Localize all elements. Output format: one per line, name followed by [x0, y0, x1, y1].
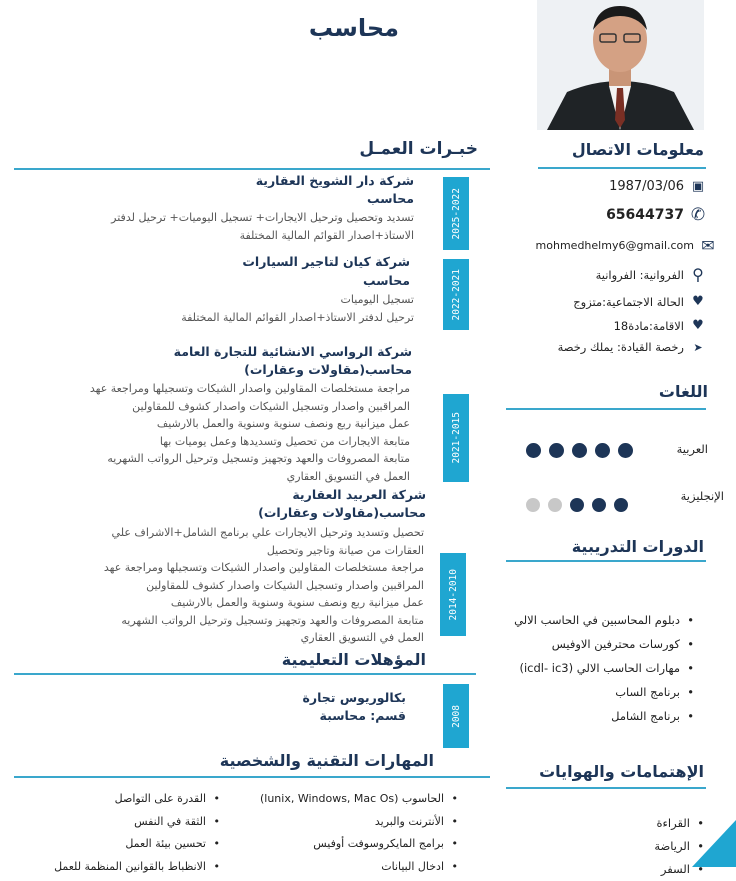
- list-item: • برامج المايكروسوفت أوفيس: [260, 833, 458, 856]
- language-level-dot: [526, 443, 541, 458]
- job-role: محاسب(مقاولات وعقارات): [258, 505, 426, 520]
- language-english-row: [518, 489, 724, 509]
- education-divider: [14, 673, 476, 675]
- list-item: • برنامج الشامل: [514, 704, 694, 728]
- list-item: • الثقة في النفس: [54, 811, 220, 834]
- job-title: محاسب: [308, 14, 399, 42]
- heart-icon: ♥: [692, 318, 704, 333]
- list-item: • الأنترنت والبريد: [260, 811, 458, 834]
- job-company: شركة الرواسي الانشائية للتجارة العامة: [173, 344, 412, 359]
- skills-divider: [14, 776, 490, 778]
- marital-status: الحالة الاجتماعية:متزوج: [573, 294, 684, 309]
- profile-photo: [537, 0, 704, 130]
- job-description: تسجيل اليوميات ترحيل لدفتر الاستاذ+اصدار القوائم المالية المختلفة: [181, 293, 414, 324]
- list-item: • تحسين بيئة العمل: [54, 833, 220, 856]
- list-item: • السفر: [654, 858, 704, 881]
- list-item: • الانظباط بالقوانين المنظمة للعمل: [54, 856, 220, 879]
- contact-license-row: [558, 340, 706, 354]
- contact-residence-row: [614, 318, 706, 333]
- job-years-bar: 2014-2010: [440, 553, 466, 636]
- map-pin-icon: ⚲: [692, 265, 704, 284]
- calendar-icon: ▣: [691, 179, 705, 194]
- job-company: شركة كيان لتاجير السيارات: [242, 254, 410, 269]
- language-name: الإنجليزية: [680, 489, 724, 503]
- education-department: قسم: محاسبة: [319, 708, 406, 723]
- heart-icon: ♥: [692, 294, 704, 309]
- language-name: العربية: [676, 442, 708, 456]
- language-level-dot: [572, 443, 587, 458]
- language-level-dot: [548, 498, 562, 512]
- experience-section-title: خبـرات العمـل: [359, 139, 478, 159]
- phone-icon: ✆: [690, 205, 706, 225]
- job-years-bar: 2025-2022: [443, 177, 469, 250]
- education-degree: بكالوريوس تجارة: [302, 690, 406, 705]
- birth-date: 1987/03/06: [609, 179, 684, 194]
- paper-plane-icon: ➤: [693, 340, 703, 354]
- list-item: • مهارات الحاسب الالي (icdl- ic3): [514, 656, 694, 680]
- personal-skills-list: [54, 788, 220, 878]
- language-level-dot: [618, 443, 633, 458]
- experience-divider: [14, 168, 490, 170]
- corner-decoration: [692, 820, 736, 867]
- language-arabic-row: [518, 440, 708, 460]
- job-role: محاسب: [363, 273, 410, 288]
- job-years-bar: 2022-2021: [443, 259, 469, 330]
- language-level-dots: [518, 498, 628, 512]
- job-description: مراجعة مستخلصات المقاولين واصدار الشيكات وتسجيلها ومراجعة عهد المراقبين واصدار وتسجيل الشيكات واصدار كشوف للمقاولين عمل ميزانية ربع ونصف سنوية وسنوية والعمل بالارشيف متابعة الايجارات من تحصيل وتسديدها وعمل يوميات بها متابعة المصروفات والعهد وتجهيز وتسجيل وترحيل الرواتب الشهريه العمل في التسويق العقاري: [89, 382, 410, 483]
- language-level-dot: [526, 498, 540, 512]
- person-icon: [537, 0, 704, 130]
- education-section-title: المؤهلات التعليمية: [281, 650, 426, 669]
- list-item: • برنامج الساب: [514, 680, 694, 704]
- language-level-dot: [592, 498, 606, 512]
- phone-number: 65644737: [606, 207, 684, 223]
- language-level-dot: [595, 443, 610, 458]
- list-item: • الرياضة: [654, 835, 704, 858]
- job-description: تحصيل وتسديد وترحيل الايجارات علي برنامج الشامل+الاشراف علي العقارات من صيانة وتاجير وتحصيل مراجعة مستخلصات المقاولين واصدار الشيكات وتسجيلها ومراجعة عهد المراقبين واصدار وتسجيل الشيكات واصدار كشوف للمقاولين عمل ميزانية ربع ونصف سنوية وسنوية والعمل بالارشيف متابعة المصروفات والعهد وتجهيز وتسجيل وترحيل الرواتب الشهريه العمل في التسويق العقاري: [103, 526, 424, 644]
- list-item: • دبلوم المحاسبين في الحاسب الالي: [514, 608, 694, 632]
- contact-email-row: [536, 236, 716, 255]
- job-role: محاسب(مقاولات وعقارات): [244, 362, 412, 377]
- language-level-dots: [518, 443, 633, 458]
- envelope-icon: ✉: [701, 236, 715, 255]
- job-company: شركة دار الشويخ العقارية: [255, 173, 414, 188]
- license: رخصة القيادة: يملك رخصة: [557, 340, 684, 354]
- contact-birth-row: [609, 179, 706, 194]
- email[interactable]: mohmedhelmy6@gmail.com: [535, 239, 694, 252]
- job-years-bar: 2021-2015: [443, 394, 469, 482]
- contact-phone-row: [606, 205, 706, 225]
- skills-section-title: المهارات التقنية والشخصية: [219, 751, 434, 770]
- list-item: • الحاسوب (lunix, Windows, Mac Os): [260, 788, 458, 811]
- contact-marital-row: [573, 294, 706, 309]
- job-description: تسديد وتحصيل وترحيل الايجارات+ تسجيل اليوميات+ ترحيل لدفتر الاستاذ+اصدار القوائم المالية المختلفة: [111, 211, 414, 242]
- language-level-dot: [549, 443, 564, 458]
- education-year-bar: 2008: [443, 684, 469, 748]
- list-item: • القراءة: [654, 812, 704, 835]
- contact-section-title: معلومات الاتصال: [571, 140, 704, 159]
- contact-location-row: [596, 265, 706, 284]
- residence: الاقامة:مادة18: [613, 318, 684, 333]
- hobbies-section-title: الإهتمامات والهوايات: [539, 762, 704, 781]
- list-item: • ادخال البيانات: [260, 856, 458, 879]
- name-remnant: [306, 0, 406, 2]
- contact-divider: [538, 167, 706, 169]
- job-company: شركة العربيد العقارية: [292, 487, 426, 502]
- location: الفروانية: الفروانية: [595, 267, 684, 282]
- language-level-dot: [570, 498, 584, 512]
- courses-section-title: الدورات التدريبية: [571, 537, 704, 556]
- courses-list: [514, 608, 694, 728]
- languages-divider: [506, 408, 706, 410]
- job-role: محاسب: [367, 191, 414, 206]
- hobbies-divider: [506, 787, 706, 789]
- language-level-dot: [614, 498, 628, 512]
- list-item: • القدرة على التواصل: [54, 788, 220, 811]
- list-item: • كورسات محترفين الاوفيس: [514, 632, 694, 656]
- languages-section-title: اللغات: [658, 382, 708, 401]
- courses-divider: [506, 560, 706, 562]
- tech-skills-list: [260, 788, 458, 878]
